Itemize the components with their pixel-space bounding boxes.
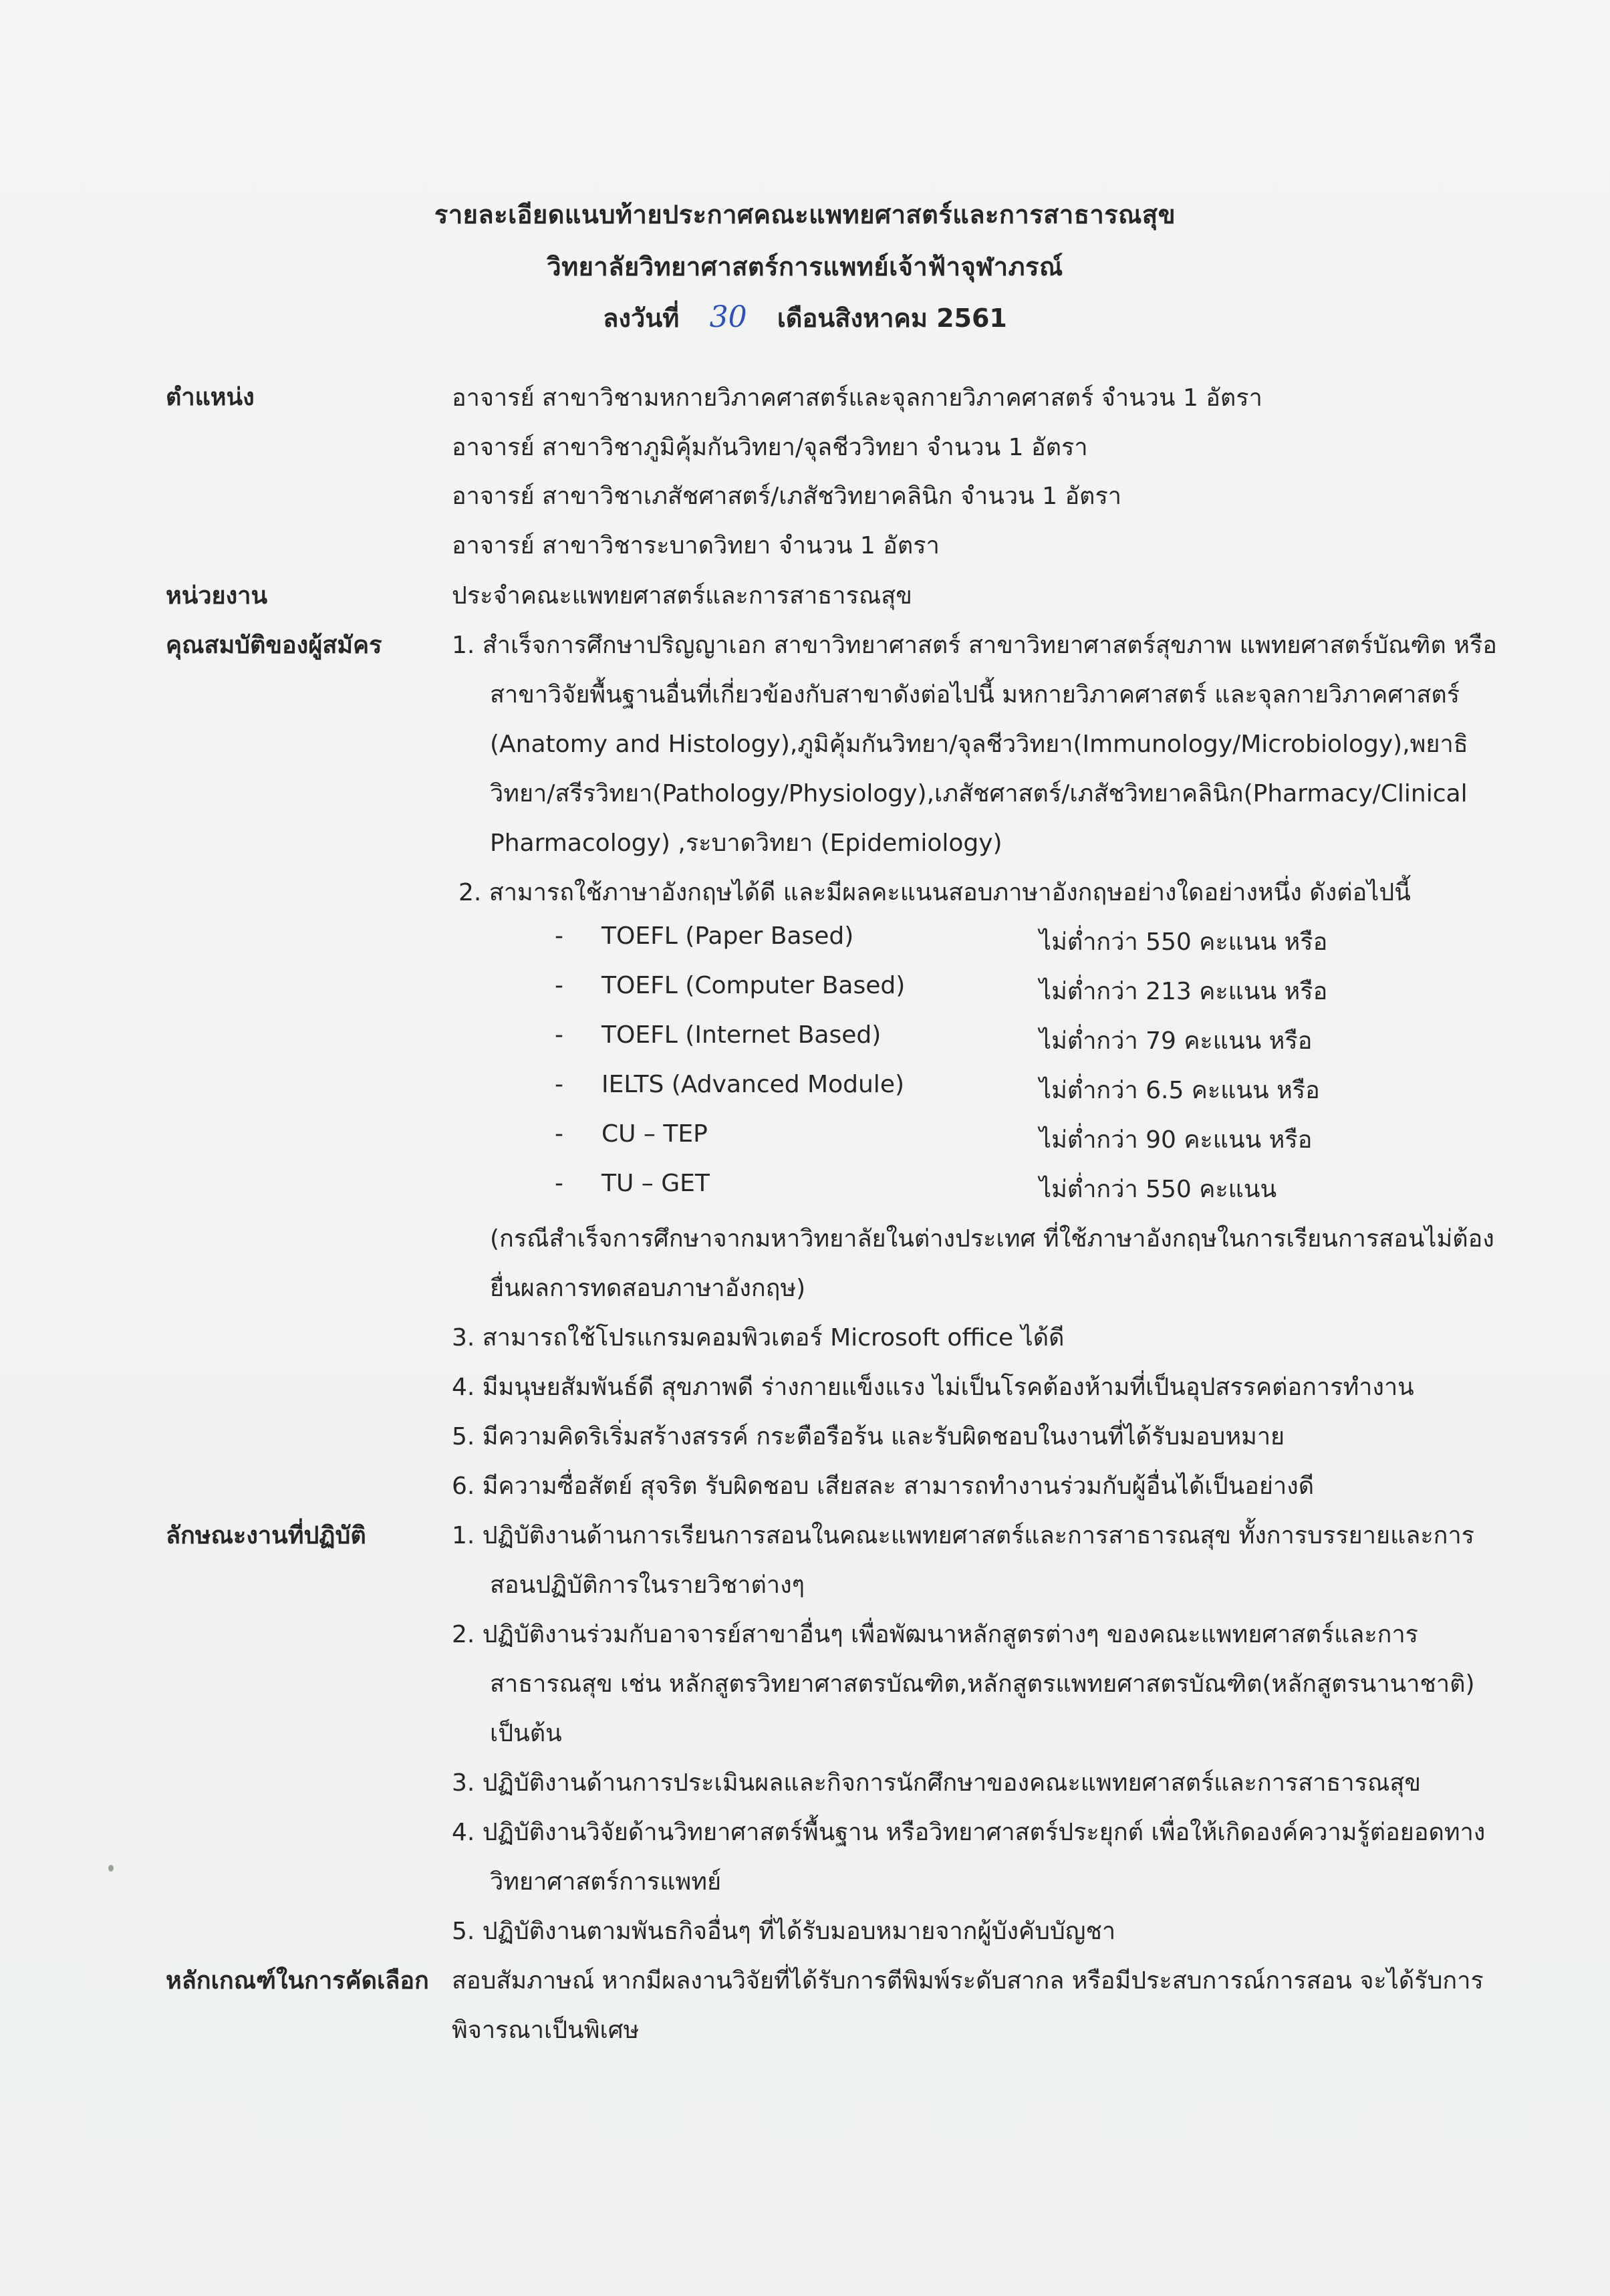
qualification-item-5: 5. มีความคิดริเริ่มสร้างสรรค์ กระตือรือร้น และรับผิดชอบในงานที่ได้รับมอบหมาย — [452, 1423, 1285, 1450]
duties-label: ลักษณะงานที่ปฏิบัติ — [166, 1522, 366, 1549]
qualification-item-1-cont: วิทยา/สรีรวิทยา(Pathology/Physiology),เภสัชศาสตร์/เภสัชวิทยาคลินิก(Pharmacy/Clinical — [490, 780, 1468, 807]
qualification-item-3: 3. สามารถใช้โปรแกรมคอมพิวเตอร์ Microsoft office ได้ดี — [452, 1324, 1065, 1352]
selection-line: สอบสัมภาษณ์ หากมีผลงานวิจัยที่ได้รับการตีพิมพ์ระดับสากล หรือมีประสบการณ์การสอน จะได้รับการ — [452, 1967, 1484, 1995]
selection-label: หลักเกณฑ์ในการคัดเลือก — [166, 1967, 429, 1995]
position-line: อาจารย์ สาขาวิชาภูมิคุ้มกันวิทยา/จุลชีววิทยา จำนวน 1 อัตรา — [452, 434, 1088, 461]
duty-item-3: 3. ปฏิบัติงานด้านการประเมินผลและกิจการนักศึกษาของคณะแพทยศาสตร์และการสาธารณสุข — [452, 1769, 1421, 1797]
test-score: ไม่ต่ำกว่า 90 คะแนน หรือ — [1039, 1126, 1313, 1154]
position-line: อาจารย์ สาขาวิชาเภสัชศาสตร์/เภสัชวิทยาคลินิก จำนวน 1 อัตรา — [452, 483, 1121, 510]
duty-item-4: 4. ปฏิบัติงานวิจัยด้านวิทยาศาสตร์พื้นฐาน หรือวิทยาศาสตร์ประยุกต์ เพื่อให้เกิดองค์ความรู้ต่อยอดทาง — [452, 1819, 1486, 1846]
test-bullet: - — [555, 1021, 563, 1049]
qualification-item-1-cont: Pharmacology) ,ระบาดวิทยา (Epidemiology) — [490, 830, 1002, 857]
qualification-item-6: 6. มีความซื่อสัตย์ สุจริต รับผิดชอบ เสียสละ สามารถทำงานร่วมกับผู้อื่นได้เป็นอย่างดี — [452, 1473, 1315, 1500]
test-bullet: - — [555, 1071, 563, 1098]
date-line — [0, 297, 1610, 338]
title-line-1: รายละเอียดแนบท้ายประกาศคณะแพทยศาสตร์และการสาธารณสุข — [434, 200, 1176, 229]
test-name: TOEFL (Computer Based) — [601, 972, 906, 999]
test-bullet: - — [555, 922, 563, 950]
test-name: TOEFL (Internet Based) — [601, 1021, 882, 1049]
date-day-handwritten: 30 — [709, 300, 747, 334]
test-score: ไม่ต่ำกว่า 79 คะแนน หรือ — [1039, 1027, 1313, 1055]
duty-item-5: 5. ปฏิบัติงานตามพันธกิจอื่นๆ ที่ได้รับมอบหมายจากผู้บังคับบัญชา — [452, 1918, 1116, 1945]
test-bullet: - — [555, 1120, 563, 1148]
test-score: ไม่ต่ำกว่า 550 คะแนน หรือ — [1039, 928, 1328, 956]
selection-line-cont: พิจารณาเป็นพิเศษ — [452, 2017, 640, 2044]
scan-speck — [108, 1865, 114, 1872]
position-line: อาจารย์ สาขาวิชาระบาดวิทยา จำนวน 1 อัตรา — [452, 532, 940, 559]
duty-item-2: 2. ปฏิบัติงานร่วมกับอาจารย์สาขาอื่นๆ เพื่อพัฒนาหลักสูตรต่างๆ ของคณะแพทยศาสตร์และการ — [452, 1621, 1419, 1648]
position-label: ตำแหน่ง — [166, 384, 255, 411]
qualifications-label: คุณสมบัติของผู้สมัคร — [166, 632, 382, 659]
duty-item-2-cont: เป็นต้น — [490, 1720, 562, 1747]
test-bullet: - — [555, 1170, 563, 1197]
test-name: CU – TEP — [601, 1120, 708, 1148]
test-score: ไม่ต่ำกว่า 550 คะแนน — [1039, 1176, 1277, 1203]
qualification-item-1-cont: (Anatomy and Histology),ภูมิคุ้มกันวิทยา/จุลชีววิทยา(Immunology/Microbiology),พยาธิ — [490, 731, 1468, 758]
test-name: IELTS (Advanced Module) — [601, 1071, 905, 1098]
title-line-2: วิทยาลัยวิทยาศาสตร์การแพทย์เจ้าฟ้าจุฬาภรณ์ — [547, 252, 1063, 281]
date-prefix: ลงวันที่ — [603, 303, 680, 333]
qualification-note: (กรณีสำเร็จการศึกษาจากมหาวิทยาลัยในต่างประเทศ ที่ใช้ภาษาอังกฤษในการเรียนการสอนไม่ต้อง — [490, 1225, 1494, 1253]
test-bullet: - — [555, 972, 563, 999]
duty-item-2-cont: สาธารณสุข เช่น หลักสูตรวิทยาศาสตรบัณฑิต,หลักสูตรแพทยศาสตรบัณฑิต(หลักสูตรนานาชาติ) — [490, 1670, 1475, 1698]
unit-label: หน่วยงาน — [166, 582, 268, 610]
qualification-item-2: 2. สามารถใช้ภาษาอังกฤษได้ดี และมีผลคะแนนสอบภาษาอังกฤษอย่างใดอย่างหนึ่ง ดังต่อไปนี้ — [458, 879, 1411, 906]
test-score: ไม่ต่ำกว่า 213 คะแนน หรือ — [1039, 978, 1328, 1005]
date-suffix: เดือนสิงหาคม 2561 — [777, 303, 1007, 333]
qualification-item-1: 1. สำเร็จการศึกษาปริญญาเอก สาขาวิทยาศาสตร์ สาขาวิทยาศาสตร์สุขภาพ แพทยศาสตร์บัณฑิต หรือ — [452, 632, 1497, 659]
test-name: TU – GET — [601, 1170, 710, 1197]
qualification-note-cont: ยื่นผลการทดสอบภาษาอังกฤษ) — [490, 1275, 806, 1302]
qualification-item-4: 4. มีมนุษยสัมพันธ์ดี สุขภาพดี ร่างกายแข็งแรง ไม่เป็นโรคต้องห้ามที่เป็นอุปสรรคต่อการทำงาน — [452, 1374, 1414, 1401]
duty-item-4-cont: วิทยาศาสตร์การแพทย์ — [490, 1868, 722, 1896]
test-score: ไม่ต่ำกว่า 6.5 คะแนน หรือ — [1039, 1077, 1320, 1104]
test-name: TOEFL (Paper Based) — [601, 922, 854, 950]
qualification-item-1-cont: สาขาวิจัยพื้นฐานอื่นที่เกี่ยวข้องกับสาขาดังต่อไปนี้ มหกายวิภาคศาสตร์ และจุลกายวิภาคศาสตร์ — [490, 681, 1460, 709]
position-line: อาจารย์ สาขาวิชามหกายวิภาคศาสตร์และจุลกายวิภาคศาสตร์ จำนวน 1 อัตรา — [452, 384, 1262, 412]
duty-item-1-cont: สอนปฏิบัติการในรายวิชาต่างๆ — [490, 1571, 805, 1599]
unit-value: ประจำคณะแพทยศาสตร์และการสาธารณสุข — [452, 582, 912, 610]
duty-item-1: 1. ปฏิบัติงานด้านการเรียนการสอนในคณะแพทยศาสตร์และการสาธารณสุข ทั้งการบรรยายและการ — [452, 1522, 1475, 1549]
